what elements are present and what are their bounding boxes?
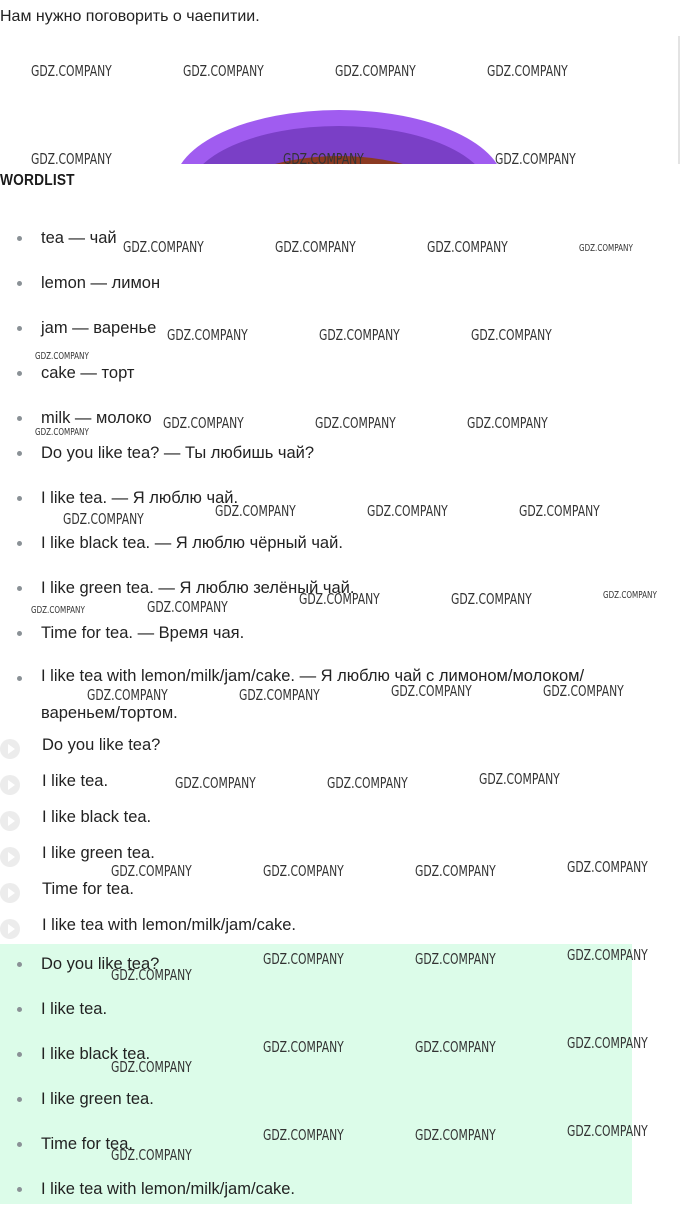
watermark: GDZ.COMPANY xyxy=(263,862,344,880)
watermark: GDZ.COMPANY xyxy=(415,950,496,968)
audio-phrase: I like tea with lemon/milk/jam/cake. xyxy=(0,916,680,946)
bullet xyxy=(17,496,22,501)
watermark: GDZ.COMPANY xyxy=(415,862,496,880)
bullet xyxy=(17,541,22,546)
play-icon[interactable] xyxy=(0,847,20,867)
audio-phrase: Do you like tea? xyxy=(0,736,680,766)
watermark: GDZ.COMPANY xyxy=(283,150,364,168)
bullet xyxy=(17,1052,22,1057)
bullet xyxy=(17,1142,22,1147)
watermark: GDZ.COMPANY xyxy=(183,62,264,80)
watermark: GDZ.COMPANY xyxy=(543,682,624,700)
watermark: GDZ.COMPANY xyxy=(111,1146,192,1164)
bullet xyxy=(17,326,22,331)
bullet xyxy=(17,631,22,636)
watermark: GDZ.COMPANY xyxy=(467,414,548,432)
watermark: GDZ.COMPANY xyxy=(299,590,380,608)
watermark: GDZ.COMPANY xyxy=(263,950,344,968)
watermark: GDZ.COMPANY xyxy=(31,62,112,80)
watermark: GDZ.COMPANY xyxy=(263,1038,344,1056)
bullet xyxy=(17,1097,22,1102)
watermark: GDZ.COMPANY xyxy=(275,238,356,256)
audio-phrase: I like black tea. xyxy=(0,808,680,838)
watermark: GDZ.COMPANY xyxy=(111,862,192,880)
watermark: GDZ.COMPANY xyxy=(315,414,396,432)
watermark: GDZ.COMPANY xyxy=(63,510,144,528)
watermark: GDZ.COMPANY xyxy=(35,427,89,438)
watermark: GDZ.COMPANY xyxy=(603,590,657,601)
bullet xyxy=(17,962,22,967)
watermark: GDZ.COMPANY xyxy=(263,1126,344,1144)
watermark: GDZ.COMPANY xyxy=(479,770,560,788)
bullet xyxy=(17,371,22,376)
watermark: GDZ.COMPANY xyxy=(427,238,508,256)
audio-phrase: I like tea. xyxy=(0,772,680,802)
tea-cup-image xyxy=(0,36,680,164)
play-icon[interactable] xyxy=(0,919,20,939)
watermark: GDZ.COMPANY xyxy=(31,150,112,168)
watermark: GDZ.COMPANY xyxy=(163,414,244,432)
watermark: GDZ.COMPANY xyxy=(567,946,648,964)
watermark: GDZ.COMPANY xyxy=(111,966,192,984)
bullet xyxy=(17,236,22,241)
bullet xyxy=(17,1187,22,1192)
watermark: GDZ.COMPANY xyxy=(567,1034,648,1052)
watermark: GDZ.COMPANY xyxy=(147,598,228,616)
bullet xyxy=(17,1007,22,1012)
audio-phrase: I like green tea. xyxy=(0,844,680,874)
watermark: GDZ.COMPANY xyxy=(319,326,400,344)
watermark: GDZ.COMPANY xyxy=(87,686,168,704)
audio-phrase: Time for tea. xyxy=(0,880,680,910)
watermark: GDZ.COMPANY xyxy=(335,62,416,80)
watermark: GDZ.COMPANY xyxy=(367,502,448,520)
watermark: GDZ.COMPANY xyxy=(391,682,472,700)
watermark: GDZ.COMPANY xyxy=(31,605,85,616)
watermark: GDZ.COMPANY xyxy=(415,1126,496,1144)
watermark: GDZ.COMPANY xyxy=(123,238,204,256)
play-icon[interactable] xyxy=(0,883,20,903)
bullet xyxy=(17,676,22,681)
bullet xyxy=(17,281,22,286)
play-icon[interactable] xyxy=(0,775,20,795)
watermark: GDZ.COMPANY xyxy=(567,858,648,876)
watermark: GDZ.COMPANY xyxy=(167,326,248,344)
watermark: GDZ.COMPANY xyxy=(487,62,568,80)
watermark: GDZ.COMPANY xyxy=(111,1058,192,1076)
watermark: GDZ.COMPANY xyxy=(495,150,576,168)
watermark: GDZ.COMPANY xyxy=(215,502,296,520)
watermark: GDZ.COMPANY xyxy=(579,243,633,254)
watermark: GDZ.COMPANY xyxy=(415,1038,496,1056)
watermark: GDZ.COMPANY xyxy=(327,774,408,792)
tea-cup-illustration xyxy=(0,36,680,164)
watermark: GDZ.COMPANY xyxy=(239,686,320,704)
watermark: GDZ.COMPANY xyxy=(471,326,552,344)
bullet xyxy=(17,586,22,591)
watermark: GDZ.COMPANY xyxy=(567,1122,648,1140)
watermark: GDZ.COMPANY xyxy=(175,774,256,792)
play-icon[interactable] xyxy=(0,739,20,759)
watermark: GDZ.COMPANY xyxy=(519,502,600,520)
bullet xyxy=(17,416,22,421)
watermark: GDZ.COMPANY xyxy=(35,351,89,362)
wordlist-heading: WORDLIST xyxy=(0,172,75,189)
bullet xyxy=(17,451,22,456)
intro-text: Нам нужно поговорить о чаепитии. xyxy=(0,8,260,25)
watermark: GDZ.COMPANY xyxy=(451,590,532,608)
answer-box xyxy=(0,944,632,1204)
play-icon[interactable] xyxy=(0,811,20,831)
